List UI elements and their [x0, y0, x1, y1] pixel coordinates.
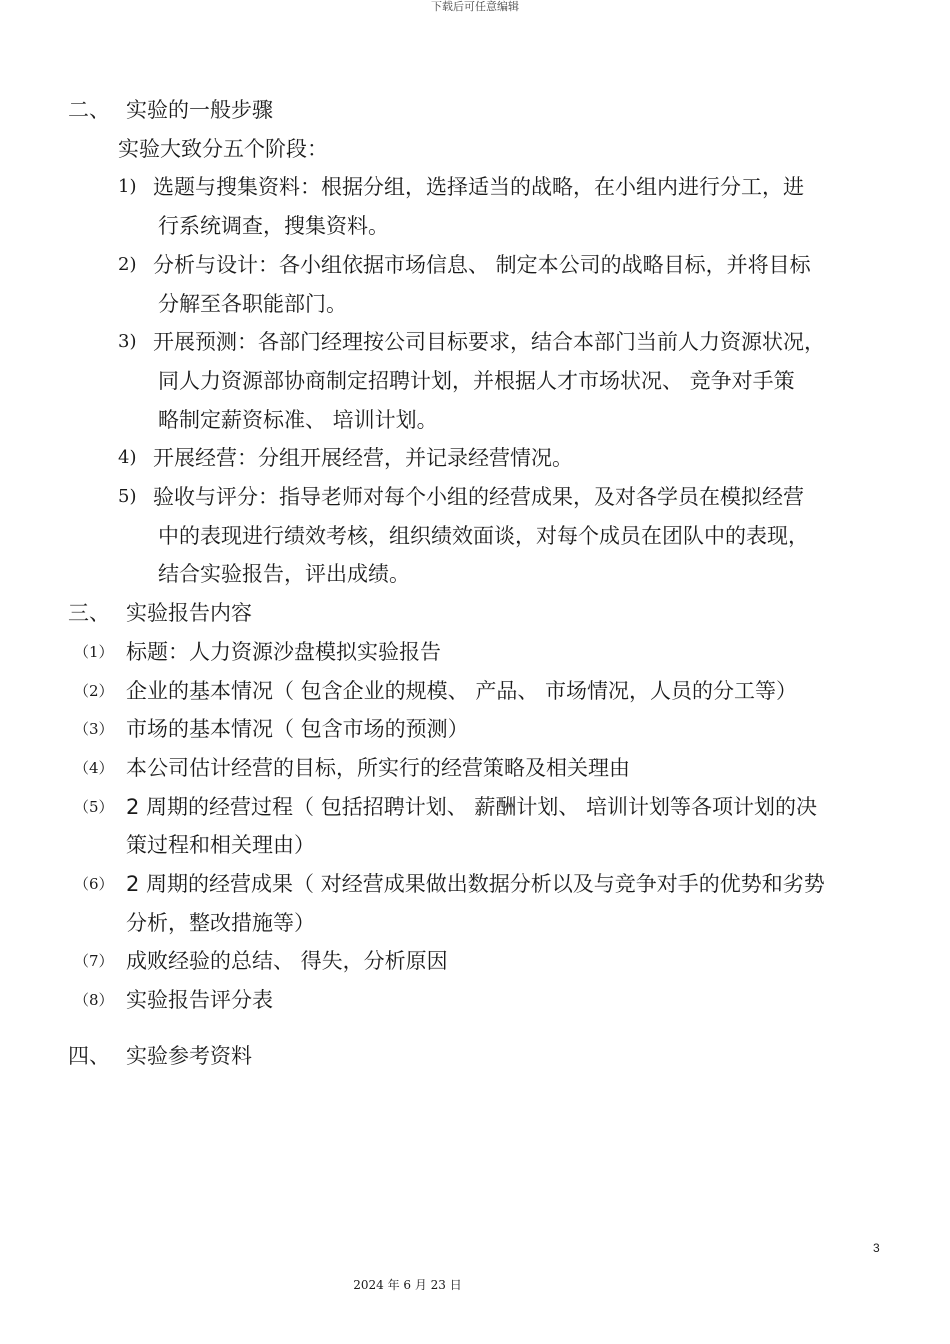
list-text: [126, 788, 817, 865]
section-title: 实验报告内容: [126, 601, 252, 626]
step-text-line: 开展经营：分组开展经营，并记录经营情况。: [153, 446, 573, 471]
list-item: [68, 633, 898, 672]
list-text: [126, 710, 469, 749]
step-text-line: 分解至各职能部门。: [158, 291, 347, 316]
list-index: （6）: [74, 875, 114, 894]
list-text-line: 2 周期的经营过程（ 包括招聘计划、 薪酬计划、 培训计划等各项计划的决: [126, 794, 818, 819]
section-title: 实验参考资料: [126, 1043, 252, 1068]
step-item: [68, 478, 898, 594]
step-text: [153, 323, 883, 439]
section-number: 四、: [68, 1043, 110, 1068]
header-note: 下载后可任意编辑: [431, 0, 519, 13]
step-index: 1): [118, 176, 137, 198]
step-index: 5): [118, 486, 137, 508]
list-item: [68, 981, 898, 1020]
section-title: 实验的一般步骤: [126, 98, 273, 122]
list-text-line: 标题：人力资源沙盘模拟实验报告: [126, 639, 441, 664]
step-text-line: 略制定薪资标准、 培训计划。: [158, 407, 438, 432]
document-body: [68, 91, 898, 1076]
step-text-line: 验收与评分：指导老师对每个小组的经营成果，及对各学员在模拟经营: [153, 485, 804, 510]
list-text: [126, 672, 797, 711]
list-text: [126, 749, 630, 788]
list-item: [68, 788, 898, 865]
step-text: [153, 168, 883, 245]
list-item: [68, 865, 898, 942]
footer-date: 2024 年 6 月 23 日: [353, 1278, 462, 1292]
list-text-line: 市场的基本情况（ 包含市场的预测）: [126, 717, 469, 742]
step-index: 3): [118, 331, 137, 353]
section-number: 三、: [68, 601, 110, 626]
step-item: [68, 168, 898, 245]
step-text-line: 分析与设计：各小组依据市场信息、 制定本公司的战略目标，并将目标: [153, 252, 811, 277]
list-item: [68, 942, 898, 981]
step-text-line: 行系统调查，搜集资料。: [158, 214, 389, 239]
step-text: [153, 246, 883, 323]
step-item: [68, 323, 898, 439]
section-heading-2: [68, 91, 898, 130]
section-heading-3: [68, 594, 898, 633]
list-item: [68, 710, 898, 749]
step-text-line: 开展预测：各部门经理按公司目标要求，结合本部门当前人力资源状况，: [153, 330, 825, 355]
list-text: [126, 942, 448, 981]
list-index: （7）: [74, 952, 114, 971]
list-text-line: 实验报告评分表: [126, 988, 273, 1013]
step-index: 2): [118, 253, 137, 275]
list-item: [68, 672, 898, 711]
step-index: 4): [118, 447, 137, 469]
list-text-line: 策过程和相关理由）: [126, 833, 315, 858]
list-index: （5）: [74, 797, 114, 816]
list-index: （3）: [74, 720, 114, 739]
spacer: [68, 1020, 898, 1037]
step-text-line: 中的表现进行绩效考核，组织绩效面谈，对每个成员在团队中的表现，: [158, 523, 809, 548]
section-heading-4: [68, 1037, 898, 1076]
list-text-line: 企业的基本情况（ 包含企业的规模、 产品、 市场情况，人员的分工等）: [126, 678, 798, 703]
section-intro: 实验大致分五个阶段：: [118, 136, 328, 161]
page-number: 3: [873, 1241, 880, 1255]
step-item: [68, 246, 898, 323]
section-number: 二、: [68, 98, 110, 122]
list-index: （8）: [74, 991, 114, 1010]
list-text: [126, 981, 273, 1020]
list-index: （2）: [74, 681, 114, 700]
list-text: [126, 633, 441, 672]
step-item: [68, 439, 898, 478]
step-text: [153, 478, 883, 594]
step-text-line: 结合实验报告，评出成绩。: [158, 562, 410, 587]
list-text: [126, 865, 825, 942]
step-text-line: 同人力资源部协商制定招聘计划，并根据人才市场状况、 竞争对手策: [158, 368, 795, 393]
list-index: （1）: [74, 642, 114, 661]
step-text-line: 选题与搜集资料：根据分组，选择适当的战略，在小组内进行分工，进: [153, 175, 804, 200]
step-text: [153, 439, 883, 478]
list-index: （4）: [74, 758, 114, 777]
list-text-line: 本公司估计经营的目标，所实行的经营策略及相关理由: [126, 755, 630, 780]
list-item: [68, 749, 898, 788]
list-text-line: 分析，整改措施等）: [126, 910, 315, 935]
list-text-line: 2 周期的经营成果（ 对经营成果做出数据分析以及与竞争对手的优势和劣势: [126, 872, 825, 897]
list-text-line: 成败经验的总结、 得失，分析原因: [126, 949, 448, 974]
